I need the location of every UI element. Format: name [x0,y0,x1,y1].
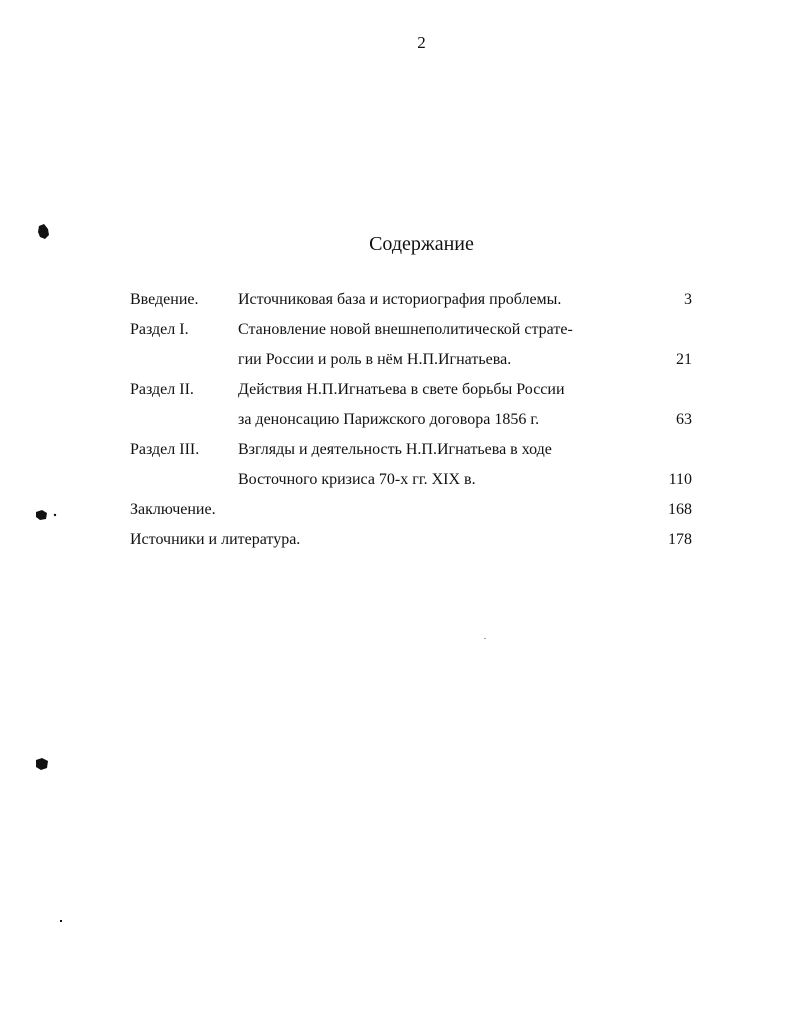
toc-entry-text: Действия Н.П.Игнатьева в свете борьбы России [238,381,565,398]
toc-entry-section-3 [0,441,692,465]
toc-entry-page: 110 [668,471,692,488]
toc-entry-sources [0,531,692,555]
scan-blot-bottom [33,756,51,772]
page-number: 2 [417,33,426,52]
toc-entry-text: гии России и роль в нём Н.П.Игнатьева. [238,351,512,368]
toc-entry-section-3-cont [0,471,692,495]
toc-entry-section-1 [0,321,692,345]
scan-blot-top [36,223,52,241]
toc-entry-section-1-cont [0,351,692,375]
toc-entry-conclusion [0,501,692,525]
scan-speck [60,920,62,922]
toc-entry-text: Взгляды и деятельность Н.П.Игнатьева в ходе [238,441,552,458]
toc-entry-page: 168 [668,501,692,518]
toc-entry-label: Раздел II. [130,381,194,398]
toc-entry-page: 63 [676,411,692,428]
toc-entry-text: за денонсацию Парижского договора 1856 г. [238,411,540,428]
toc-entry-label: Раздел III. [130,441,200,458]
toc-entry-page: 3 [684,291,692,308]
toc-entry-page: 178 [668,531,692,548]
scan-speck [484,638,486,639]
toc-entry-label: Раздел I. [130,321,189,338]
toc-entry-label: Заключение. [130,501,216,518]
scan-blot-middle [34,508,62,522]
toc-title: Содержание [369,233,474,255]
toc-entry-page: 21 [676,351,692,368]
toc-entry-section-2-cont [0,411,692,435]
toc-entry-text: Восточного кризиса 70-х гг. XIX в. [238,471,476,488]
toc-entry-label: Источники и литература. [130,531,301,548]
toc-entry-section-2 [0,381,692,405]
toc-entry-introduction [0,291,692,315]
toc-entry-text: Источниковая база и историография проблемы. [238,291,562,308]
toc-entry-text: Становление новой внешнеполитической страте- [238,321,573,338]
toc-entry-label: Введение. [130,291,199,308]
